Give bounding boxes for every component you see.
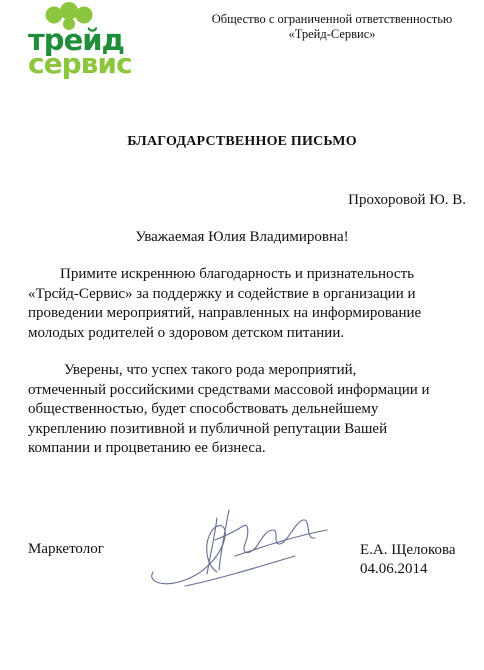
- signatory-name: Е.А. Щелокова: [360, 542, 456, 558]
- letter-paragraph-1: [28, 265, 468, 343]
- paragraph-line: Примите искреннюю благодарность и признательность: [60, 266, 414, 282]
- logo-word-service: сервис: [28, 47, 132, 80]
- paragraph-line: «Трсйд-Сервис» за поддержку и содействие в организации и: [28, 285, 416, 302]
- paragraph-line: Уверены, что успех такого рода мероприятий,: [64, 362, 357, 378]
- company-type: Общество с ограниченной ответственностью: [211, 12, 453, 26]
- signatory-block: [360, 541, 456, 579]
- company-header: [196, 12, 468, 42]
- letter-recipient: Прохоровой Ю. В.: [348, 192, 466, 208]
- company-logo: [22, 2, 162, 80]
- logo-word-trade: трейд: [28, 23, 124, 57]
- paragraph-line: отмеченный российскими средствами массовой информации и: [28, 381, 430, 398]
- letter-title: БЛАГОДАРСТВЕННОЕ ПИСЬМО: [127, 134, 357, 149]
- letter-salutation: Уважаемая Юлия Владимировна!: [135, 229, 349, 245]
- letter-date: 04.06.2014: [360, 561, 428, 577]
- paragraph-line: укреплению позитивной и публичной репутации Вашей: [28, 420, 388, 437]
- paragraph-line: компании и процветанию ее бизнеса.: [28, 440, 266, 456]
- letter-paragraph-2: [28, 361, 468, 459]
- paragraph-line: молодых родителей о здоровом детском питании.: [28, 324, 345, 341]
- handwritten-signature: [145, 500, 345, 595]
- company-name: «Трейд-Сервис»: [288, 27, 376, 41]
- signatory-position: Маркетолог: [28, 541, 104, 557]
- paragraph-line: проведении мероприятий, направленных на информирование: [28, 305, 422, 321]
- paragraph-line: общественностью, будет способствовать дельнейшему: [28, 401, 379, 417]
